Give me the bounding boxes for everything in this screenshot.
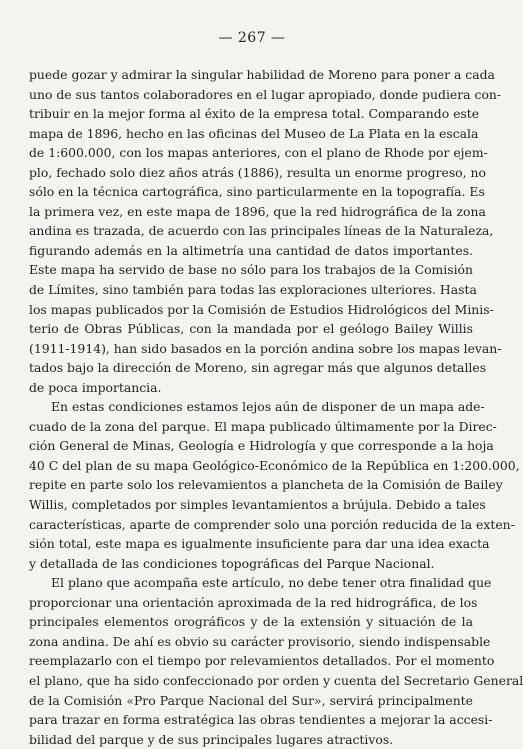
text-line: mapa de 1896, hecho en las oficinas del Museo de La Plata en la escala [29,125,479,141]
body-text [29,65,523,749]
text-line: de Límites, sino también para todas las exploraciones ulteriores. Hasta [29,282,477,298]
text-line: bilidad del parque y de sus principales lugares atractivos. [29,731,394,747]
text-line: cuado de la zona del parque. El mapa publicado últimamente por la Direc- [29,418,497,434]
text-line: Este mapa ha servido de base no sólo para los trabajos de la Comisión [29,262,473,278]
text-line: de poca importancia. [29,379,162,395]
text-line: y detallada de las condiciones topográficas del Parque Nacional. [29,555,435,571]
text-line: tribuir en la mejor forma al éxito de la empresa total. Comparando este [29,106,480,122]
text-line: andina es trazada, de acuerdo con las principales líneas de la Naturaleza, [29,223,494,239]
text-line: tados bajo la dirección de Moreno, sin agregar más que algunos detalles [29,360,487,376]
page-number: — 267 — [218,30,286,46]
text-line: ción General de Minas, Geología e Hidrología y que corresponde a la hoja [29,438,494,454]
text-line: de 1:600.000, con los mapas anteriores, con el plano de Rhode por ejem- [29,145,488,161]
text-line: puede gozar y admirar la singular habilidad de Moreno para poner a cada [29,67,495,82]
text-line: figurando además en la altimetría una cantidad de datos importantes. [29,242,473,258]
text-line: repite en parte solo los relevamientos a plancheta de la Comisión de Bailey [29,477,503,493]
text-line: el plano, que ha sido confeccionado por orden y cuenta del Secretario General [29,672,523,688]
text-line: principales elementos orográficos y de la extensión y situación de la [29,614,473,630]
text-line: los mapas publicados por la Comisión de Estudios Hidrológicos del Minis- [29,301,494,317]
text-line: la primera vez, en este mapa de 1896, que la red hidrográfica de la zona [29,203,486,219]
text-line: de la Comisión «Pro Parque Nacional del Sur», servirá principalmente [29,692,473,708]
text-line: El plano que acompaña este artículo, no debe tener otra finalidad que [51,575,492,591]
text-line: zona andina. De ahí es obvio su carácter provisorio, siendo indispensable [29,633,491,649]
text-line: En estas condiciones estamos lejos aún de disponer de un mapa ade- [51,399,485,415]
text-line: plo, fechado solo diez años atrás (1886), resulta un enorme progreso, no [29,164,486,180]
text-line: sión total, este mapa es igualmente insuficiente para dar una idea exacta [29,536,490,552]
text-line: reemplazarlo con el tiempo por relevamientos detallados. Por el momento [29,653,495,669]
text-line: terio de Obras Públicas, con la mandada por el geólogo Bailey Willis [29,321,473,337]
text-line: 40 C del plan de su mapa Geológico-Económico de la República en 1:200.000, [29,457,520,473]
text-line: sólo en la técnica cartográfica, sino particularmente en la topografía. Es [29,184,485,200]
text-line: (1911-1914), han sido basados en la porción andina sobre los mapas levan- [29,340,502,356]
text-line: Willis, completados por simples levantamientos a brújula. Debido a tales [29,497,486,513]
text-line: proporcionar una orientación aproximada de la red hidrográfica, de los [29,594,478,610]
text-line: características, aparte de comprender solo una porción reducida de la exten- [29,516,515,532]
text-line: para trazar en forma estratégica las obras tendientes a mejorar la accesi- [29,712,493,728]
text-line: uno de sus tantos colaboradores en el lugar apropiado, donde pudiera con- [29,86,502,102]
